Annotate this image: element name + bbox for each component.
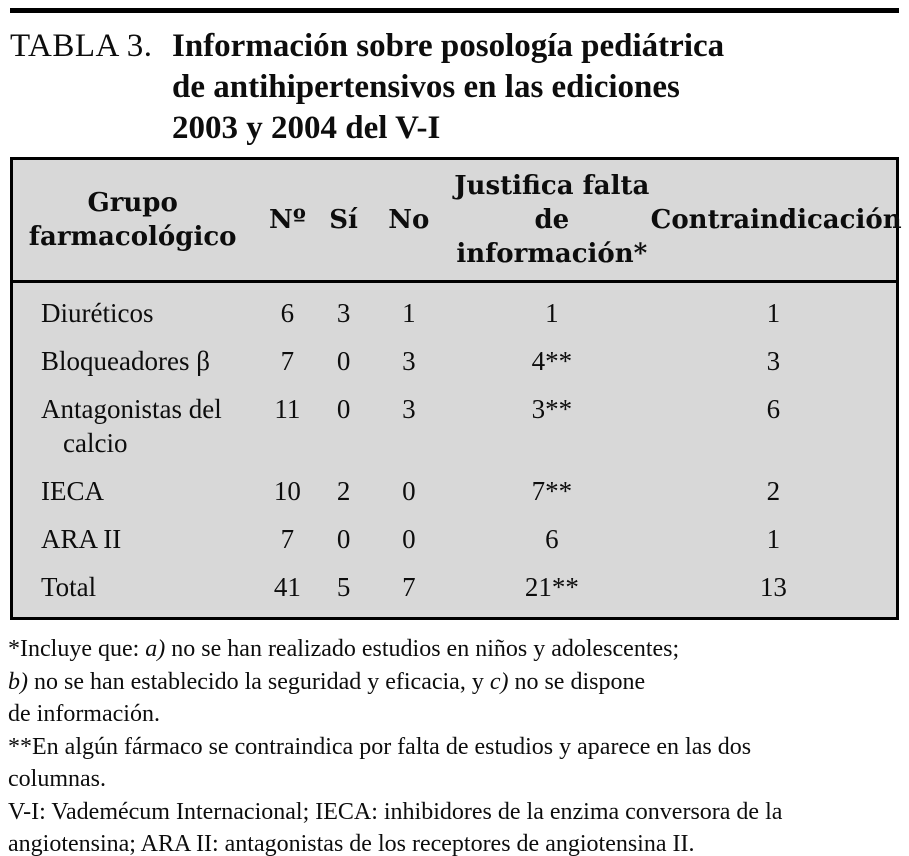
table-row-total <box>12 563 898 619</box>
cell-contraindicacion: 1 <box>766 298 781 328</box>
header-contraindicacion: Contraindicación <box>650 205 902 235</box>
cell-contraindicacion: 6 <box>766 394 781 424</box>
footnote-item-a: a) <box>145 636 166 662</box>
footnote-item-c: c) <box>489 668 509 695</box>
header-row <box>12 159 898 282</box>
header-numero: Nº <box>269 205 306 235</box>
cell-n: 11 <box>274 394 301 424</box>
footnote-double-asterisk-line-2: columnas. <box>8 766 106 792</box>
cell-no: 1 <box>402 298 416 328</box>
cell-contraindicacion: 13 <box>759 572 787 602</box>
cell-group: Antagonistas del calcio <box>41 394 222 458</box>
footnote-asterisk-line-2 <box>8 666 899 699</box>
table-caption <box>10 26 899 149</box>
cell-no: 3 <box>402 394 416 424</box>
header-justifica: Justifica falta de información* <box>454 171 650 269</box>
header-si: Sí <box>329 205 358 235</box>
cell-group: ARA II <box>41 524 122 554</box>
cell-no: 0 <box>402 524 416 554</box>
cell-si: 0 <box>336 524 351 554</box>
table-row-ieca <box>12 467 898 515</box>
table-row-antagonistas-del-calcio <box>12 385 898 467</box>
cell-justifica: 3** <box>531 394 573 424</box>
cell-no: 3 <box>402 346 416 376</box>
cell-group: IECA <box>41 476 104 506</box>
cell-justifica: 7** <box>531 476 573 506</box>
cell-justifica: 6 <box>545 524 559 554</box>
cell-no: 7 <box>402 572 416 602</box>
header-no: No <box>388 205 430 235</box>
footnote-text: no se han realizado estudios en niños y adolescentes; <box>165 636 680 662</box>
cell-n: 41 <box>273 572 301 602</box>
footnote-text: *Incluye que: <box>8 636 146 662</box>
cell-group: Total <box>41 572 97 602</box>
footnote-asterisk-line-1 <box>8 633 899 666</box>
footnote-abbreviations-line-1: V-I: Vademécum Internacional; IECA: inhibidores de la enzima conversora de la <box>8 798 783 825</box>
header-grupo-farmacologico: Grupo farmacológico <box>28 188 237 252</box>
cell-contraindicacion: 3 <box>766 346 781 376</box>
footnote-item-b: b) <box>8 668 28 695</box>
cell-justifica: 21** <box>524 572 579 602</box>
table-caption-title <box>172 26 724 149</box>
cell-no: 0 <box>402 476 416 506</box>
cell-group: Diuréticos <box>41 298 154 328</box>
top-rule <box>10 8 899 13</box>
footnotes <box>8 633 899 856</box>
title-line-1: Información sobre posología pediátrica <box>172 28 725 64</box>
title-line-3: 2003 y 2004 del V-I <box>172 110 441 146</box>
cell-contraindicacion: 1 <box>766 524 781 554</box>
cell-contraindicacion: 2 <box>766 476 781 506</box>
cell-n: 7 <box>280 346 295 376</box>
cell-n: 6 <box>280 298 295 328</box>
footnote-abbreviations-line-2: angiotensina; ARA II: antagonistas de los receptores de angiotensina II. <box>8 831 695 856</box>
cell-si: 0 <box>336 346 351 376</box>
cell-si: 0 <box>336 394 351 424</box>
table-row-diureticos <box>12 282 898 338</box>
cell-si: 3 <box>336 298 351 328</box>
table-row-bloqueadores-beta <box>12 337 898 385</box>
cell-n: 10 <box>273 476 301 506</box>
data-table <box>10 157 902 620</box>
footnote-double-asterisk-line-1: **En algún fármaco se contraindica por falta de estudios y aparece en las dos <box>8 733 752 760</box>
cell-n: 7 <box>280 524 295 554</box>
cell-justifica: 4** <box>531 346 573 376</box>
cell-si: 2 <box>336 476 351 506</box>
footnote-asterisk-line-3: de información. <box>8 701 160 727</box>
footnote-text: no se han establecido la seguridad y eficacia, y <box>28 668 490 695</box>
cell-group: Bloqueadores β <box>41 346 210 376</box>
cell-si: 5 <box>336 572 351 602</box>
table-caption-label: TABLA 3. <box>10 28 153 64</box>
table-row-ara-ii <box>12 515 898 563</box>
cell-justifica: 1 <box>545 298 559 328</box>
footnote-text: no se dispone <box>508 668 646 695</box>
title-line-2: de antihipertensivos en las ediciones <box>172 69 680 105</box>
